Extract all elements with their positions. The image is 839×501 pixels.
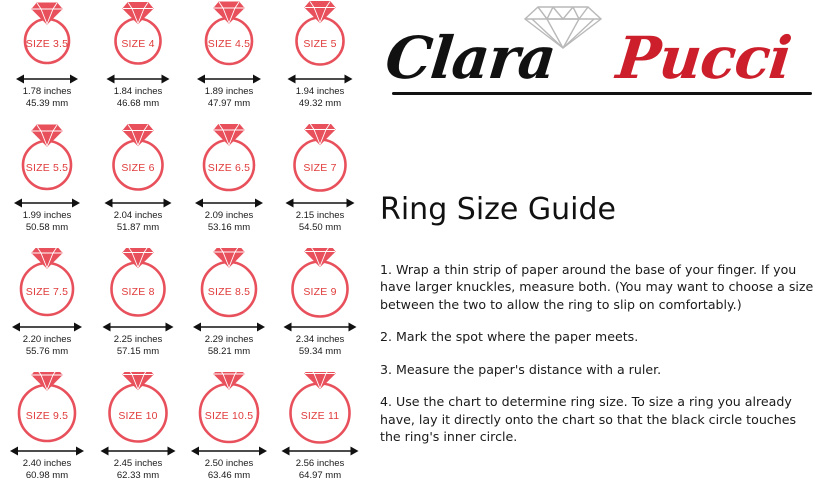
ring-illustration [275, 372, 365, 444]
ring-measurement [275, 86, 365, 109]
ring-size-label: SIZE 3.5 [25, 38, 69, 50]
ring-size-cell [2, 0, 92, 124]
ring-measurement-mm: 54.50 mm [298, 221, 342, 233]
ring-measurement [275, 334, 365, 357]
ring-illustration [2, 248, 92, 320]
ring-illustration [93, 124, 183, 196]
measurement-arrow-icon [275, 72, 365, 86]
instruction-step: 2. Mark the spot where the paper meets. [380, 329, 639, 345]
ring-measurement-inches: 2.15 inches [295, 210, 345, 221]
ring-measurement-inches: 2.45 inches [113, 458, 163, 469]
measurement-arrow-icon [184, 72, 274, 86]
ring-measurement [93, 210, 183, 233]
ring-measurement-inches: 1.78 inches [22, 86, 72, 97]
ring-measurement-inches: 2.20 inches [22, 334, 72, 345]
ring-size-label: SIZE 7 [303, 162, 337, 174]
ring-size-cell [93, 248, 183, 372]
measurement-arrow-icon [275, 196, 365, 210]
measurement-arrow-icon [2, 72, 92, 86]
ring-size-label: SIZE 10 [118, 410, 158, 422]
ring-measurement-inches: 2.09 inches [204, 210, 254, 221]
measurement-arrow-icon [2, 320, 92, 334]
measurement-arrow-icon [184, 320, 274, 334]
ring-measurement [93, 334, 183, 357]
right-panel [362, 0, 839, 501]
ring-measurement-inches: 1.89 inches [204, 86, 254, 97]
measurement-arrow-icon [93, 72, 183, 86]
ring-size-label: SIZE 4.5 [207, 38, 251, 50]
ring-measurement [275, 458, 365, 481]
ring-size-label: SIZE 11 [300, 410, 340, 422]
ring-measurement-mm: 50.58 mm [25, 221, 69, 233]
ring-illustration [184, 0, 274, 72]
ring-size-cell [184, 0, 274, 124]
measurement-arrow-icon [93, 196, 183, 210]
brand-name-second: Pucci [613, 24, 795, 92]
ring-measurement-mm: 55.76 mm [25, 345, 69, 357]
ring-measurement-inches: 2.29 inches [204, 334, 254, 345]
ring-size-cell [275, 124, 365, 248]
ring-size-label: SIZE 10.5 [204, 410, 254, 422]
logo-underline [392, 92, 812, 95]
ring-measurement [184, 210, 274, 233]
ring-measurement-inches: 2.25 inches [113, 334, 163, 345]
brand-logo [372, 2, 832, 112]
ring-measurement-inches: 1.99 inches [22, 210, 72, 221]
ring-measurement-mm: 60.98 mm [25, 469, 69, 481]
brand-name-first: Clara [382, 24, 559, 92]
ring-measurement [184, 458, 274, 481]
ring-measurement-inches: 2.50 inches [204, 458, 254, 469]
measurement-arrow-icon [93, 320, 183, 334]
ring-size-label: SIZE 5.5 [25, 162, 69, 174]
ring-illustration [2, 0, 92, 72]
ring-measurement-mm: 64.97 mm [298, 469, 342, 481]
ring-size-cell [275, 0, 365, 124]
ring-measurement-mm: 58.21 mm [207, 345, 251, 357]
ring-size-cell [184, 248, 274, 372]
ring-measurement [2, 334, 92, 357]
ring-measurement [275, 210, 365, 233]
measurement-arrow-icon [275, 320, 365, 334]
ring-measurement-inches: 2.56 inches [295, 458, 345, 469]
ring-measurement-mm: 46.68 mm [116, 97, 160, 109]
ring-size-label: SIZE 9.5 [25, 410, 69, 422]
ring-measurement [184, 86, 274, 109]
ring-size-cell [93, 372, 183, 496]
ring-size-label: SIZE 9 [303, 286, 337, 298]
ring-measurement-inches: 2.04 inches [113, 210, 163, 221]
instruction-step: 1. Wrap a thin strip of paper around the base of your finger. If you have larger knuckles, measure both. (You may want to choose a size between the two to allow the ring to slip on comfortably.) [380, 261, 814, 312]
ring-size-cell [275, 248, 365, 372]
ring-illustration [2, 124, 92, 196]
ring-size-cell [2, 124, 92, 248]
page-title: Ring Size Guide [380, 192, 616, 227]
ring-illustration [93, 372, 183, 444]
ring-measurement [184, 334, 274, 357]
ring-measurement [93, 86, 183, 109]
ring-illustration [93, 0, 183, 72]
ring-measurement-inches: 1.84 inches [113, 86, 163, 97]
ring-measurement [2, 86, 92, 109]
measurement-arrow-icon [93, 444, 183, 458]
ring-size-cell [2, 248, 92, 372]
ring-measurement-inches: 1.94 inches [295, 86, 345, 97]
ring-size-label: SIZE 4 [121, 38, 155, 50]
ring-measurement-mm: 59.34 mm [298, 345, 342, 357]
ring-measurement-mm: 62.33 mm [116, 469, 160, 481]
ring-measurement [2, 458, 92, 481]
ring-measurement [93, 458, 183, 481]
instruction-step: 3. Measure the paper's distance with a ruler. [380, 361, 662, 377]
ring-size-cell [93, 124, 183, 248]
ring-size-label: SIZE 8.5 [207, 286, 251, 298]
ring-measurement-inches: 2.40 inches [22, 458, 72, 469]
ring-illustration [275, 248, 365, 320]
ring-size-cell [93, 0, 183, 124]
ring-measurement-mm: 57.15 mm [116, 345, 160, 357]
measurement-arrow-icon [184, 444, 274, 458]
ring-size-label: SIZE 6.5 [207, 162, 251, 174]
measurement-arrow-icon [184, 196, 274, 210]
ring-size-cell [275, 372, 365, 496]
measurement-arrow-icon [2, 444, 92, 458]
ring-size-label: SIZE 6 [121, 162, 155, 174]
ring-illustration [93, 248, 183, 320]
ring-illustration [275, 124, 365, 196]
ring-size-label: SIZE 5 [303, 38, 337, 50]
ring-measurement-mm: 47.97 mm [207, 97, 251, 109]
ring-measurement-mm: 53.16 mm [207, 221, 251, 233]
ring-illustration [275, 0, 365, 72]
ring-measurement-inches: 2.34 inches [295, 334, 345, 345]
ring-size-label: SIZE 8 [121, 286, 155, 298]
ring-illustration [184, 248, 274, 320]
ring-illustration [2, 372, 92, 444]
ring-measurement-mm: 49.32 mm [298, 97, 342, 109]
ring-illustration [184, 124, 274, 196]
ring-size-cell [184, 124, 274, 248]
ring-size-cell [2, 372, 92, 496]
ring-measurement-mm: 63.46 mm [207, 469, 251, 481]
ring-measurement [2, 210, 92, 233]
ring-measurement-mm: 45.39 mm [25, 97, 69, 109]
ring-measurement-mm: 51.87 mm [116, 221, 160, 233]
instruction-step: 4. Use the chart to determine ring size. To size a ring you already have, lay it directly onto the chart so that the black circle touches the ring's inner circle. [380, 394, 797, 445]
ring-illustration [184, 372, 274, 444]
ring-size-cell [184, 372, 274, 496]
ring-size-label: SIZE 7.5 [25, 286, 69, 298]
measurement-arrow-icon [2, 196, 92, 210]
instruction-steps [380, 248, 820, 461]
measurement-arrow-icon [275, 444, 365, 458]
ring-size-chart [0, 0, 362, 501]
